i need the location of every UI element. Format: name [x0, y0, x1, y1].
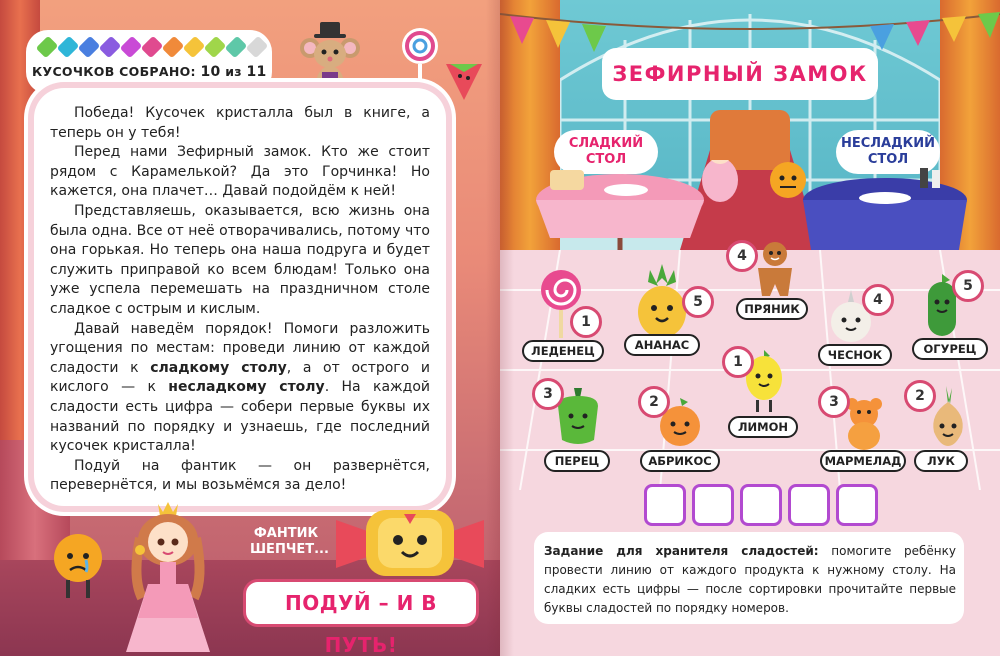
food-label-cucumber[interactable]: ОГУРЕЦ	[912, 338, 988, 360]
princess-character-icon	[118, 498, 218, 656]
counter-of: из	[225, 64, 242, 79]
savory-table-label: НЕСЛАДКИЙ СТОЛ	[836, 130, 940, 174]
food-label-apricot[interactable]: АБРИКОС	[640, 450, 720, 472]
crystal-gem-icon	[120, 36, 143, 59]
story-paragraph	[50, 320, 430, 457]
page-title: ЗЕФИРНЫЙ ЗАМОК	[612, 62, 868, 86]
page-gutter	[486, 0, 514, 656]
gingerbread-icon	[752, 240, 798, 298]
task-heading: Задание для хранителя сладостей:	[544, 544, 819, 558]
crystal-gem-icon	[225, 36, 248, 59]
story-fragment: , а от острого и кислого — к	[50, 359, 430, 396]
food-label-pineapple[interactable]: АНАНАС	[624, 334, 700, 356]
blow-button[interactable]	[246, 582, 476, 656]
crystal-gem-icon	[141, 36, 164, 59]
counter-label	[32, 64, 267, 80]
food-label-pepper[interactable]: ПЕРЕЦ	[544, 450, 610, 472]
cucumber-number-badge: 5	[952, 270, 984, 302]
counter-collected: 10	[200, 64, 221, 80]
right-page	[500, 0, 1000, 656]
story-paragraph: Представляешь, оказывается, всю жизнь она была одна. Все от неё отворачивались, потому что она горькая. Но теперь она наша подруга и будет служить приправой ко всем блюдам! Только она уже успела перемешать на праздничном столе сладкое с острым и кислым.	[50, 202, 430, 317]
pepper-number-badge: 3	[532, 378, 564, 410]
answer-box[interactable]	[836, 484, 878, 526]
crystal-gem-icon	[36, 36, 59, 59]
garlic-number-badge: 4	[862, 284, 894, 316]
counter-total: 11	[246, 64, 267, 80]
answer-box[interactable]	[788, 484, 830, 526]
page-title-box	[602, 48, 878, 100]
gummy-bear-number-badge: 3	[818, 386, 850, 418]
answer-box[interactable]	[644, 484, 686, 526]
sad-orange-character-icon	[50, 530, 106, 600]
crystal-gem-icon	[57, 36, 80, 59]
crystal-gems	[38, 36, 266, 58]
story-text	[50, 104, 430, 496]
blow-label: ПОДУЙ – И В ПУТЬ!	[284, 591, 438, 656]
food-label-lemon[interactable]: ЛИМОН	[728, 416, 798, 438]
food-label-onion[interactable]: ЛУК	[914, 450, 968, 472]
answer-box[interactable]	[740, 484, 782, 526]
story-fragment: . На каждой сладости есть цифра — собери первые буквы их названий по порядку и узнаешь, где последний кусочек кристалла!	[50, 379, 431, 455]
task-text	[544, 542, 956, 618]
apricot-number-badge: 2	[638, 386, 670, 418]
answer-box[interactable]	[692, 484, 734, 526]
gingerbread-number-badge: 4	[726, 240, 758, 272]
sweet-table-label: СЛАДКИЙ СТОЛ	[554, 130, 658, 174]
crystal-gem-icon	[78, 36, 101, 59]
food-label-gummy-bear[interactable]: МАРМЕЛАД	[820, 450, 906, 472]
lemon-number-badge: 1	[722, 346, 754, 378]
story-fragment: Давай наведём порядок! Помоги разложить угощения по местам: проведи линию от каждой сладости к	[50, 320, 430, 376]
food-label-lollipop[interactable]: ЛЕДЕНЕЦ	[522, 340, 604, 362]
sweet-table-emphasis: сладкому столу	[150, 359, 287, 376]
answer-boxes	[644, 484, 878, 526]
whisper-caption: ФАНТИК ШЕПЧЕТ...	[250, 526, 329, 557]
story-paragraph: Перед нами Зефирный замок. Кто же стоит рядом с Карамелькой? Да это Горчинка! Но кажется, она плачет… Давай подойдём к ней!	[50, 144, 430, 200]
food-label-gingerbread[interactable]: ПРЯНИК	[736, 298, 808, 320]
lollipop-number-badge: 1	[570, 306, 602, 338]
onion-number-badge: 2	[904, 380, 936, 412]
task-body: помогите ребёнку провести линию от каждого продукта к нужному столу. На сладких есть цифры — после сортировки прочитайте первые буквы сладостей по порядку номеров.	[544, 544, 956, 615]
bunting-flags	[500, 0, 1000, 52]
food-label-garlic[interactable]: ЧЕСНОК	[818, 344, 892, 366]
crystal-gem-icon	[162, 36, 185, 59]
pineapple-number-badge: 5	[682, 286, 714, 318]
candy-wrapper-icon	[330, 500, 490, 580]
story-paragraph: Подуй на фантик — он развернётся, перевернётся, и мы возьмёмся за дело!	[50, 457, 430, 494]
crystal-gem-icon	[246, 36, 269, 59]
savory-table-emphasis: несладкому столу	[168, 379, 325, 396]
story-paragraph: Победа! Кусочек кристалла был в книге, а теперь он у тебя!	[50, 105, 430, 141]
crystal-gem-icon	[183, 36, 206, 59]
crystal-gem-icon	[99, 36, 122, 59]
counter-text: КУСОЧКОВ СОБРАНО:	[32, 64, 196, 79]
crystal-gem-icon	[204, 36, 227, 59]
